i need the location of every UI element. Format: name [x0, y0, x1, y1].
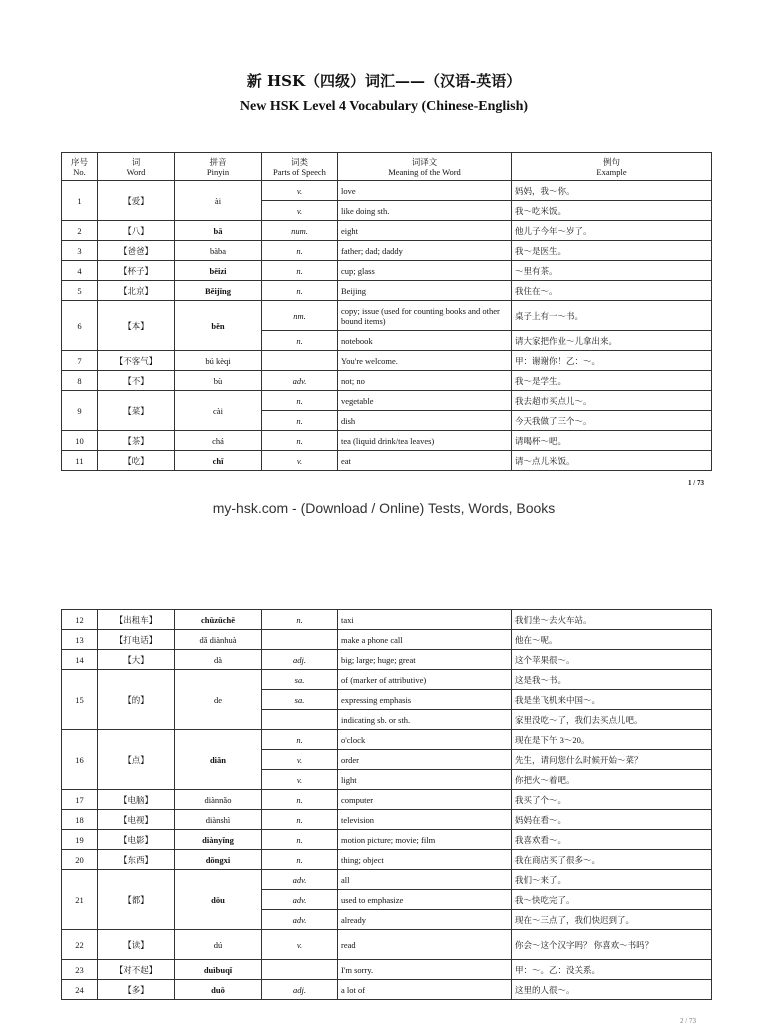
- entry-meaning: tea (liquid drink/tea leaves): [338, 431, 512, 451]
- entry-number: 19: [62, 830, 98, 850]
- table-row: [62, 391, 712, 411]
- header-example: 例句 Example: [512, 153, 712, 181]
- entry-example: 我去超市买点儿～。: [512, 391, 712, 411]
- entry-meaning: father; dad; daddy: [338, 241, 512, 261]
- entry-word: 【不客气】: [98, 351, 175, 371]
- entry-part-of-speech: v.: [262, 930, 338, 960]
- entry-example: 这个苹果很～。: [512, 650, 712, 670]
- entry-meaning: read: [338, 930, 512, 960]
- entry-meaning: vegetable: [338, 391, 512, 411]
- entry-pinyin: ài: [175, 181, 262, 221]
- entry-number: 11: [62, 451, 98, 471]
- entry-word: 【的】: [98, 670, 175, 730]
- entry-word: 【电视】: [98, 810, 175, 830]
- entry-example: 你会～这个汉字吗？ 你喜欢～书吗？: [512, 930, 712, 960]
- entry-meaning: expressing emphasis: [338, 690, 512, 710]
- entry-example: 妈妈，我～你。: [512, 181, 712, 201]
- entry-number: 16: [62, 730, 98, 790]
- entry-example: 他儿子今年～岁了。: [512, 221, 712, 241]
- entry-example: 甲：谢谢你！乙：～。: [512, 351, 712, 371]
- entry-meaning: like doing sth.: [338, 201, 512, 221]
- title-english: New HSK Level 4 Vocabulary (Chinese-English): [239, 99, 529, 114]
- entry-pinyin: diànyǐng: [175, 830, 262, 850]
- table-row: [62, 451, 712, 471]
- entry-pinyin: bù: [175, 371, 262, 391]
- table-row: [62, 980, 712, 1000]
- entry-pinyin: Běijīng: [175, 281, 262, 301]
- table-row: [62, 221, 712, 241]
- entry-meaning: computer: [338, 790, 512, 810]
- entry-example: 请大家把作业～儿拿出来。: [512, 331, 712, 351]
- header-word: 词 Word: [98, 153, 175, 181]
- entry-part-of-speech: n.: [262, 730, 338, 750]
- entry-part-of-speech: nm.: [262, 301, 338, 331]
- entry-number: 7: [62, 351, 98, 371]
- entry-pinyin: duō: [175, 980, 262, 1000]
- table-row: [62, 261, 712, 281]
- entry-part-of-speech: n.: [262, 261, 338, 281]
- entry-meaning: Beijing: [338, 281, 512, 301]
- entry-part-of-speech: adv.: [262, 870, 338, 890]
- table-row: [62, 630, 712, 650]
- entry-pinyin: chī: [175, 451, 262, 471]
- table-body-1: [62, 181, 712, 471]
- table-row: [62, 670, 712, 690]
- entry-word: 【爸爸】: [98, 241, 175, 261]
- page-2-number: 2 / 73: [680, 1017, 696, 1025]
- entry-example: 我～是学生。: [512, 371, 712, 391]
- table-row: [62, 830, 712, 850]
- entry-pinyin: dà: [175, 650, 262, 670]
- entry-word: 【多】: [98, 980, 175, 1000]
- entry-part-of-speech: [262, 710, 338, 730]
- vocabulary-table-1: [61, 152, 712, 471]
- entry-meaning: o'clock: [338, 730, 512, 750]
- entry-number: 20: [62, 850, 98, 870]
- entry-word: 【读】: [98, 930, 175, 960]
- entry-meaning: television: [338, 810, 512, 830]
- entry-example: 桌子上有一～书。: [512, 301, 712, 331]
- entry-example: 我～吃米饭。: [512, 201, 712, 221]
- table-body-2: [62, 610, 712, 1000]
- table-row: [62, 730, 712, 750]
- entry-meaning: I'm sorry.: [338, 960, 512, 980]
- entry-word: 【茶】: [98, 431, 175, 451]
- entry-example: 你把火～着吧。: [512, 770, 712, 790]
- entry-meaning: make a phone call: [338, 630, 512, 650]
- entry-example: 我们坐～去火车站。: [512, 610, 712, 630]
- entry-part-of-speech: n.: [262, 241, 338, 261]
- entry-word: 【杯子】: [98, 261, 175, 281]
- entry-meaning: already: [338, 910, 512, 930]
- entry-example: 我在商店买了很多～。: [512, 850, 712, 870]
- entry-number: 8: [62, 371, 98, 391]
- entry-word: 【大】: [98, 650, 175, 670]
- entry-meaning: taxi: [338, 610, 512, 630]
- entry-part-of-speech: sa.: [262, 690, 338, 710]
- table-row: [62, 431, 712, 451]
- entry-meaning: light: [338, 770, 512, 790]
- entry-meaning: cup; glass: [338, 261, 512, 281]
- entry-part-of-speech: n.: [262, 391, 338, 411]
- entry-word: 【本】: [98, 301, 175, 351]
- table-row: [62, 351, 712, 371]
- entry-number: 4: [62, 261, 98, 281]
- entry-example: 妈妈在看～。: [512, 810, 712, 830]
- table-row: [62, 790, 712, 810]
- entry-word: 【不】: [98, 371, 175, 391]
- entry-part-of-speech: adv.: [262, 371, 338, 391]
- entry-pinyin: dōngxi: [175, 850, 262, 870]
- table-row: [62, 610, 712, 630]
- entry-part-of-speech: n.: [262, 411, 338, 431]
- table-row: [62, 810, 712, 830]
- entry-pinyin: dōu: [175, 870, 262, 930]
- entry-example: 请～点儿米饭。: [512, 451, 712, 471]
- entry-number: 12: [62, 610, 98, 630]
- entry-word: 【电脑】: [98, 790, 175, 810]
- entry-part-of-speech: v.: [262, 750, 338, 770]
- entry-part-of-speech: adv.: [262, 890, 338, 910]
- entry-example: 我～是医生。: [512, 241, 712, 261]
- table-row: [62, 371, 712, 391]
- entry-number: 17: [62, 790, 98, 810]
- entry-word: 【点】: [98, 730, 175, 790]
- entry-number: 1: [62, 181, 98, 221]
- entry-part-of-speech: adj.: [262, 650, 338, 670]
- entry-pinyin: duìbuqǐ: [175, 960, 262, 980]
- entry-part-of-speech: [262, 960, 338, 980]
- entry-number: 3: [62, 241, 98, 261]
- entry-part-of-speech: v.: [262, 770, 338, 790]
- header-no: 序号 No.: [62, 153, 98, 181]
- entry-part-of-speech: [262, 630, 338, 650]
- entry-pinyin: bú kèqi: [175, 351, 262, 371]
- entry-meaning: motion picture; movie; film: [338, 830, 512, 850]
- entry-example: 他在～呢。: [512, 630, 712, 650]
- table-row: [62, 960, 712, 980]
- entry-meaning: eight: [338, 221, 512, 241]
- entry-meaning: indicating sb. or sth.: [338, 710, 512, 730]
- table-row: [62, 241, 712, 261]
- entry-example: 我们～来了。: [512, 870, 712, 890]
- entry-part-of-speech: n.: [262, 850, 338, 870]
- entry-part-of-speech: n.: [262, 431, 338, 451]
- entry-pinyin: diǎn: [175, 730, 262, 790]
- entry-meaning: eat: [338, 451, 512, 471]
- entry-meaning: dish: [338, 411, 512, 431]
- entry-pinyin: diànshì: [175, 810, 262, 830]
- entry-number: 22: [62, 930, 98, 960]
- page-2: [0, 560, 768, 1024]
- table-row: [62, 281, 712, 301]
- entry-number: 24: [62, 980, 98, 1000]
- entry-example: ～里有茶。: [512, 261, 712, 281]
- entry-meaning: all: [338, 870, 512, 890]
- entry-meaning: not; no: [338, 371, 512, 391]
- entry-word: 【菜】: [98, 391, 175, 431]
- header-meaning: 词译文 Meaning of the Word: [338, 153, 512, 181]
- table-row: [62, 930, 712, 960]
- entry-example: 我喜欢看～。: [512, 830, 712, 850]
- entry-part-of-speech: adv.: [262, 910, 338, 930]
- entry-word: 【爱】: [98, 181, 175, 221]
- page-number: 1 / 73: [688, 479, 704, 487]
- entry-number: 14: [62, 650, 98, 670]
- table-row: [62, 850, 712, 870]
- title-chinese: 新 HSK（四级）词汇——（汉语-英语）: [246, 72, 522, 90]
- entry-part-of-speech: v.: [262, 201, 338, 221]
- entry-part-of-speech: n.: [262, 810, 338, 830]
- entry-example: 我～快吃完了。: [512, 890, 712, 910]
- entry-number: 5: [62, 281, 98, 301]
- entry-number: 15: [62, 670, 98, 730]
- entry-part-of-speech: adj.: [262, 980, 338, 1000]
- entry-example: 家里没吃～了，我们去买点儿吧。: [512, 710, 712, 730]
- table-row: [62, 181, 712, 201]
- entry-part-of-speech: sa.: [262, 670, 338, 690]
- vocabulary-table-2: [61, 609, 712, 1000]
- entry-part-of-speech: [262, 351, 338, 371]
- entry-meaning: You're welcome.: [338, 351, 512, 371]
- entry-number: 18: [62, 810, 98, 830]
- entry-pinyin: dú: [175, 930, 262, 960]
- entry-meaning: love: [338, 181, 512, 201]
- entry-example: 请喝杯～吧。: [512, 431, 712, 451]
- entry-number: 13: [62, 630, 98, 650]
- entry-meaning: a lot of: [338, 980, 512, 1000]
- entry-word: 【东西】: [98, 850, 175, 870]
- footer-link-text[interactable]: my-hsk.com - (Download / Online) Tests, Words, Books: [212, 500, 556, 516]
- entry-number: 21: [62, 870, 98, 930]
- entry-pinyin: de: [175, 670, 262, 730]
- entry-part-of-speech: v.: [262, 451, 338, 471]
- entry-meaning: order: [338, 750, 512, 770]
- entry-example: 先生，请问您什么时候开始～菜？: [512, 750, 712, 770]
- entry-word: 【八】: [98, 221, 175, 241]
- entry-pinyin: chá: [175, 431, 262, 451]
- entry-part-of-speech: n.: [262, 610, 338, 630]
- entry-example: 我是坐飞机来中国～。: [512, 690, 712, 710]
- entry-part-of-speech: n.: [262, 790, 338, 810]
- entry-part-of-speech: n.: [262, 281, 338, 301]
- entry-meaning: big; large; huge; great: [338, 650, 512, 670]
- entry-meaning: copy; issue (used for counting books and other bound items): [338, 301, 512, 331]
- entry-pinyin: dǎ diànhuà: [175, 630, 262, 650]
- entry-pinyin: cài: [175, 391, 262, 431]
- entry-example: 甲：～。乙：没关系。: [512, 960, 712, 980]
- entry-part-of-speech: n.: [262, 830, 338, 850]
- entry-part-of-speech: v.: [262, 181, 338, 201]
- entry-example: 我住在～。: [512, 281, 712, 301]
- entry-number: 10: [62, 431, 98, 451]
- entry-example: 这是我～书。: [512, 670, 712, 690]
- entry-number: 9: [62, 391, 98, 431]
- entry-number: 23: [62, 960, 98, 980]
- table-row: [62, 870, 712, 890]
- entry-meaning: of (marker of attributive): [338, 670, 512, 690]
- entry-example: 现在是下午 3～20。: [512, 730, 712, 750]
- entry-word: 【吃】: [98, 451, 175, 471]
- entry-number: 6: [62, 301, 98, 351]
- entry-word: 【对不起】: [98, 960, 175, 980]
- entry-pinyin: chūzūchē: [175, 610, 262, 630]
- entry-meaning: used to emphasize: [338, 890, 512, 910]
- entry-word: 【都】: [98, 870, 175, 930]
- entry-part-of-speech: num.: [262, 221, 338, 241]
- entry-example: 今天我做了三个～。: [512, 411, 712, 431]
- table-header-row: [62, 153, 712, 181]
- entry-pinyin: běn: [175, 301, 262, 351]
- entry-meaning: notebook: [338, 331, 512, 351]
- header-pos: 词类 Parts of Speech: [262, 153, 338, 181]
- entry-number: 2: [62, 221, 98, 241]
- entry-pinyin: bā: [175, 221, 262, 241]
- entry-example: 我买了个～。: [512, 790, 712, 810]
- entry-pinyin: bēizi: [175, 261, 262, 281]
- entry-word: 【北京】: [98, 281, 175, 301]
- entry-word: 【电影】: [98, 830, 175, 850]
- entry-example: 现在～三点了，我们快迟到了。: [512, 910, 712, 930]
- header-pinyin: 拼音 Pinyin: [175, 153, 262, 181]
- entry-example: 这里的人很～。: [512, 980, 712, 1000]
- entry-pinyin: diànnǎo: [175, 790, 262, 810]
- entry-word: 【出租车】: [98, 610, 175, 630]
- entry-meaning: thing; object: [338, 850, 512, 870]
- entry-word: 【打电话】: [98, 630, 175, 650]
- table-row: [62, 301, 712, 331]
- entry-pinyin: bàba: [175, 241, 262, 261]
- table-row: [62, 650, 712, 670]
- entry-part-of-speech: n.: [262, 331, 338, 351]
